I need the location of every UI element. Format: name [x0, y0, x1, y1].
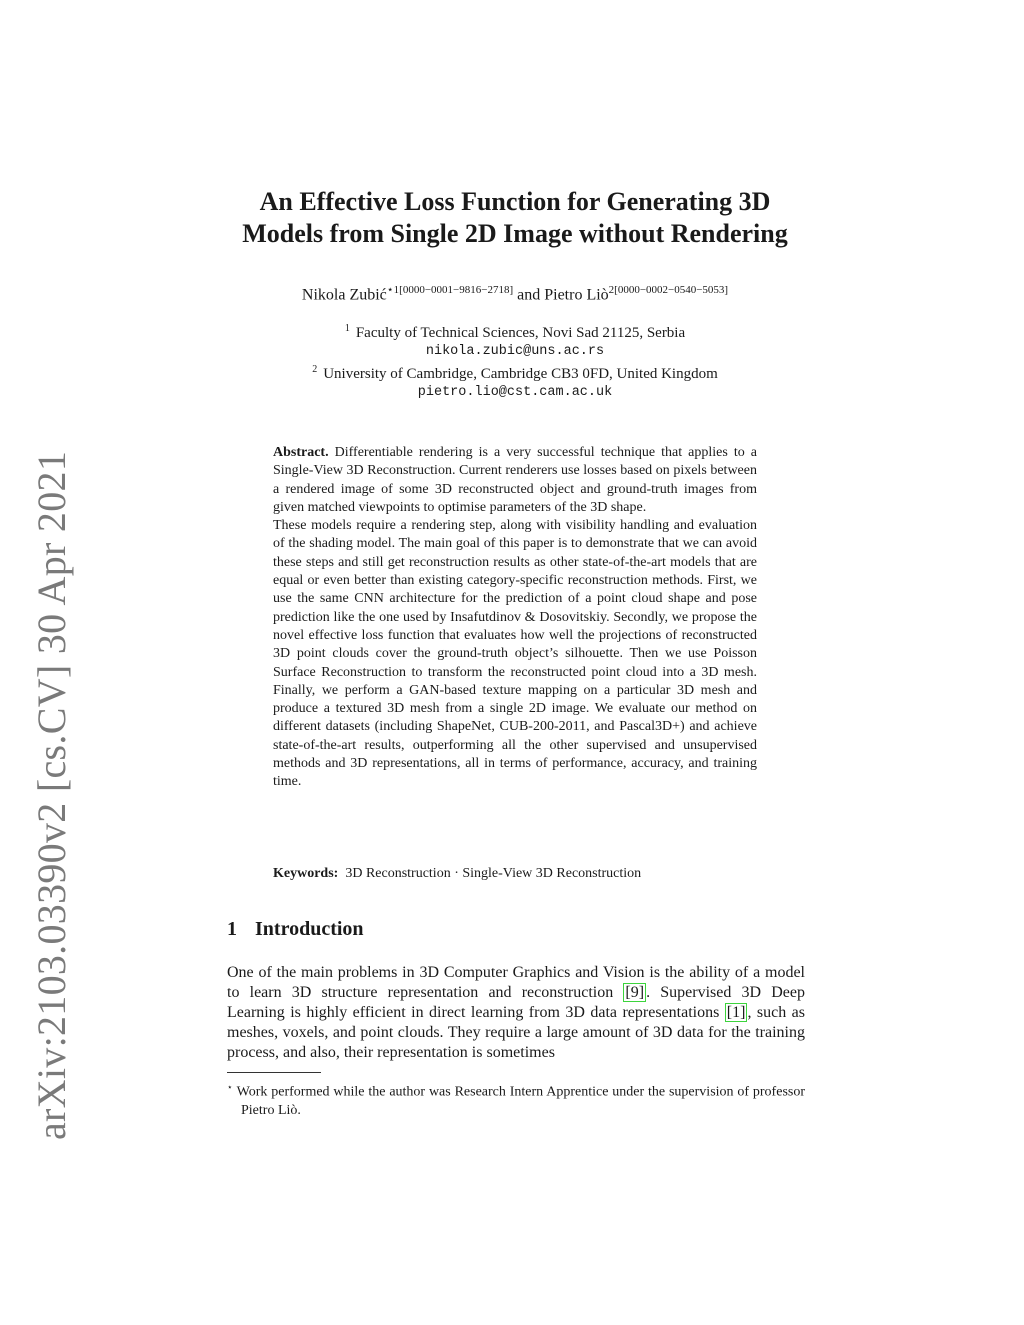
section-heading	[227, 918, 364, 941]
footnote	[227, 1078, 805, 1120]
section-title: Introduction	[255, 918, 364, 940]
intro-text-2: . Supervised 3D Deep Learning is highly efficient in direct learning from 3D data representations	[227, 984, 805, 1021]
introduction-body	[227, 963, 805, 1063]
affiliation-2	[200, 361, 830, 384]
intro-text-3: , such as meshes, voxels, and point clouds. They require a large amount of 3D data for the training process, and also, their representation is sometimes	[227, 1004, 806, 1061]
intro-text-1: One of the main problems in 3D Computer Graphics and Vision is the ability of a model to learn 3D structure representation and reconstruction	[227, 964, 805, 1001]
section-number: 1	[227, 918, 237, 940]
abstract-paragraph-1	[273, 444, 757, 517]
author-2-orcid: 2[0000−0002−0540−5053]	[608, 284, 729, 296]
affiliation-1	[200, 320, 830, 343]
keywords-label: Keywords:	[273, 866, 339, 881]
affiliation-1-text: Faculty of Technical Sciences, Novi Sad 21125, Serbia	[355, 325, 686, 341]
title-line-2: Models from Single 2D Image without Rendering	[242, 219, 788, 248]
title-line-1: An Effective Loss Function for Generating 3D	[259, 187, 771, 216]
abstract	[273, 444, 757, 792]
affiliations	[200, 320, 830, 402]
affiliation-2-text: University of Cambridge, Cambridge CB3 0FD, United Kingdom	[323, 366, 718, 382]
affiliation-1-number: 1	[344, 323, 350, 334]
footnote-mark: ⋆	[227, 1082, 233, 1092]
abstract-label: Abstract.	[273, 445, 329, 460]
keywords-text: 3D Reconstruction · Single-View 3D Reconstruction	[345, 866, 642, 881]
abstract-paragraph-2: These models require a rendering step, along with visibility handling and evaluation of the shading model. The main goal of this paper is to demonstrate that we can avoid these steps and still get reconstruction results as other state-of-the-art models that are equal or even better than existing category-specific reconstruction methods. First, we use the same CNN architecture for the prediction of a point cloud shape and pose prediction like the one used by Insafutdinov & Dosovitskiy. Secondly, we propose the novel effective loss function that evaluates how well the projections of reconstructed 3D point clouds cover the ground-truth object’s silhouette. Then we use Poisson Surface Reconstruction to transform the reconstructed point cloud into a 3D mesh. Finally, we perform a GAN-based texture mapping on a particular 3D mesh and produce a textured 3D mesh from a single 2D image. We evaluate our method on different datasets (including ShapeNet, CUB-200-2011, and Pascal3D+) and achieve state-of-the-art results, outperforming all the other supervised and unsupervised methods and 3D representations, all in terms of performance, accuracy, and training time.	[273, 518, 757, 790]
affiliation-1-email[interactable]: nikola.zubic@uns.ac.rs	[425, 343, 605, 359]
abstract-text-1: Differentiable rendering is a very successful technique that applies to a Single-View 3D Reconstruction. Current renderers use losses based on pixels between a rendered image of some 3D reconstructed object and ground-truth images from given matched viewpoints to optimise parameters of the 3D shape.	[273, 445, 757, 515]
affiliation-2-email[interactable]: pietro.lio@cst.cam.ac.uk	[417, 384, 613, 400]
affiliation-2-number: 2	[312, 364, 318, 375]
arxiv-identifier: arXiv:2103.03390v2 [cs.CV] 30 Apr 2021	[29, 450, 74, 1140]
keywords	[273, 866, 757, 882]
citation-link-1[interactable]: [1]	[726, 1004, 746, 1021]
author-list	[200, 283, 830, 304]
footnote-divider	[227, 1072, 321, 1073]
author-1-name: Nikola Zubić	[301, 286, 387, 304]
footnote-text: Work performed while the author was Research Intern Apprentice under the supervision of professor Pietro Liò.	[236, 1084, 805, 1118]
citation-link-9[interactable]: [9]	[625, 984, 645, 1001]
author-1-orcid: ⋆1[0000−0001−9816−2718]	[386, 284, 514, 296]
author-2-name: Pietro Liò	[544, 286, 609, 304]
intro-paragraph	[227, 963, 805, 1063]
paper-title	[200, 186, 830, 250]
author-connector: and	[517, 286, 541, 304]
